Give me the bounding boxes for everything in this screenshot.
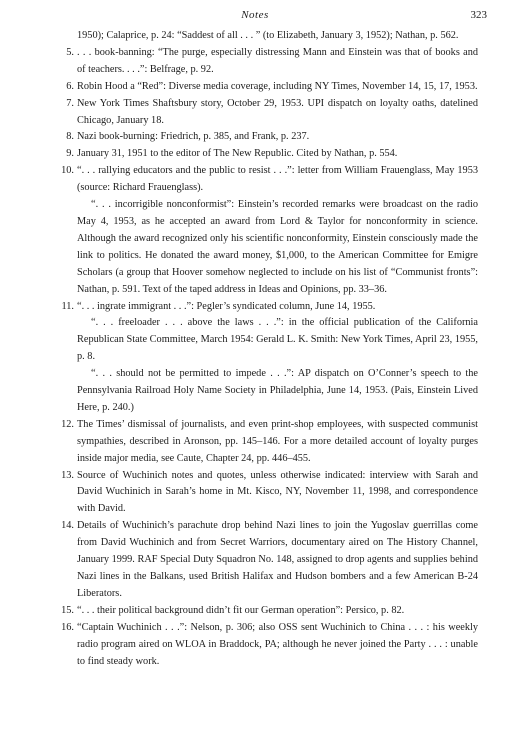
endnote-text: “. . . their political background didn’t fit our German operation”: Persico, p. 82. <box>77 604 405 616</box>
endnote-number: 7. <box>66 97 74 109</box>
endnote-number: 14. <box>61 520 74 532</box>
endnote-number: 6. <box>66 80 74 92</box>
endnotes <box>50 28 478 670</box>
endnote-paragraph: “. . . should not be permitted to impede . . .”: AP dispatch on O’Conner’s speech to the Pennsylvania Railroad Holy Name Society in Philadelphia, June 14, 1953. (Pais, Einstein Lived Here, p. 240.) <box>77 368 478 413</box>
endnote-number: 8. <box>66 131 74 143</box>
endnote-text: “Captain Wuchinich . . .”: Nelson, p. 306; also OSS sent Wuchinich to China . . . : his weekly radio program aired on WLOA in Braddock, PA; although he never joined the Party . . . : unable to find steady work. <box>77 621 478 667</box>
endnote <box>50 603 478 620</box>
endnote-number: 16. <box>61 621 74 633</box>
endnote-text: . . . book-banning: “The purge, especially distressing Mann and Einstein was that of books and of teachers. . . .”: Belfrage, p. 92. <box>77 46 478 75</box>
endnote <box>50 417 478 468</box>
endnote <box>50 163 478 197</box>
endnote <box>50 45 478 79</box>
endnote-text: January 31, 1951 to the editor of The New Republic. Cited by Nathan, p. 554. <box>77 148 398 160</box>
endnote-number: 11. <box>61 300 74 312</box>
endnote-text: Nazi book-burning: Friedrich, p. 385, and Frank, p. 237. <box>77 131 310 143</box>
running-head: Notes <box>241 9 269 21</box>
endnote-number: 9. <box>66 148 74 160</box>
endnote <box>50 96 478 130</box>
endnote-text: Details of Wuchinich’s parachute drop behind Nazi lines to join the Yugoslav guerrillas come from David Wuchinich and from Secret Warriors, documentary aired on The History Channel, January 1999. RAF Special Duty Squadron No. 148, assigned to drop agents and supplies behind Nazi lines in the Balkans, used British Halifax and Hudson bombers and a few American B-24 Liberators. <box>77 520 478 599</box>
endnote-text: Source of Wuchinich notes and quotes, unless otherwise indicated: interview with Sarah and David Wuchinich in Sarah’s home in Mt. Kisco, NY, November 11, 1998, and correspondence with David. <box>77 469 478 515</box>
endnote-text: “. . . rallying educators and the public to resist . . .”: letter from William Frauenglass, May 1953 (source: Richard Frauenglass). <box>77 165 478 194</box>
endnote-text: New York Times Shaftsbury story, October 29, 1953. UPI dispatch on loyalty oaths, datelined Chicago, January 18. <box>77 97 478 126</box>
endnote-text: 1950); Calaprice, p. 24: “Saddest of all . . . ” (to Elizabeth, January 3, 1952); Nathan, p. 562. <box>77 30 459 41</box>
endnote-number: 12. <box>61 418 74 430</box>
endnote-number: 15. <box>61 604 74 616</box>
endnote-paragraph: “. . . incorrigible nonconformist”: Einstein’s recorded remarks were broadcast on the radio May 4, 1953, as he accepted an award from Lord & Taylor for nonconformity in science. Although the award recognized only his scientific nonconformity, Einstein consciously made the link to politics. He donated the award money, $1,000, to the American Committee for Emigre Scholars (a group that Hoover somehow neglected to include on his list of “Communist fronts”: Nathan, p. 591. Text of the taped address in Ideas and Opinions, pp. 33–36. <box>77 199 478 295</box>
endnote <box>50 146 478 163</box>
endnote <box>50 299 478 316</box>
page-header <box>0 9 510 25</box>
endnote-number: 10. <box>61 165 74 177</box>
endnote <box>50 129 478 146</box>
endnote-continuation <box>50 28 478 45</box>
endnote <box>50 518 478 603</box>
endnote-number: 5. <box>66 46 74 58</box>
endnote-text: The Times’ dismissal of journalists, and even print-shop employees, with suspected communist sympathies, described in Aronson, pp. 145–146. For a more detailed account of loyalty purges inside major media, see Caute, Chapter 24, pp. 446–455. <box>77 418 478 464</box>
page-number: 323 <box>470 9 487 21</box>
endnote <box>50 620 478 671</box>
endnote <box>50 79 478 96</box>
endnote <box>50 468 478 519</box>
endnote-number: 13. <box>61 469 74 481</box>
endnote-paragraph: “. . . freeloader . . . above the laws . . .”: in the official publication of the California Republican State Committee, March 1954: Gerald L. K. Smith: New York Times, April 23, 1955, p. 8. <box>77 317 478 363</box>
endnote-text: “. . . ingrate immigrant . . .”: Pegler’s syndicated column, June 14, 1955. <box>77 300 376 312</box>
endnote-text: Robin Hood a “Red”: Diverse media coverage, including NY Times, November 14, 15, 17, 1953. <box>77 80 478 92</box>
